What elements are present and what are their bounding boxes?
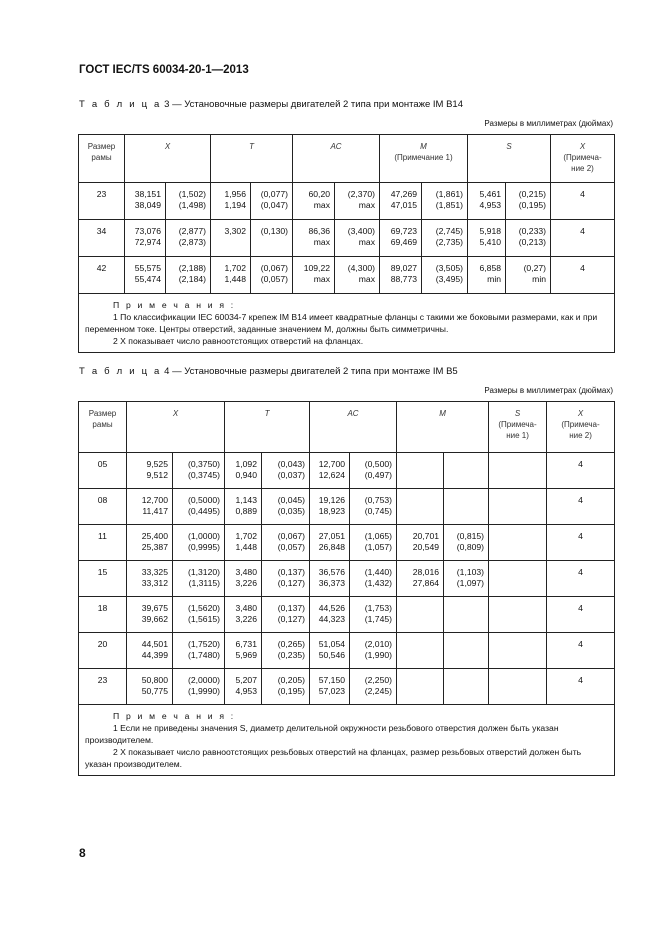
- s-cell: [489, 597, 547, 633]
- frame-size-cell: 11: [79, 525, 127, 561]
- ac-inch-cell: (1,065) (1,057): [350, 525, 397, 561]
- header-x-count: X (Примеча- ние 2): [547, 402, 615, 453]
- frame-size-cell: 20: [79, 633, 127, 669]
- ac-mm-cell: 12,700 12,624: [310, 453, 350, 489]
- t-mm-cell: 1,092 0,940: [225, 453, 262, 489]
- table-row: [79, 561, 615, 597]
- frame-size-cell: 23: [79, 183, 125, 220]
- t-mm-cell: 1,956 1,194: [211, 183, 251, 220]
- x-mm-cell: 12,700 11,417: [127, 489, 173, 525]
- m-mm-cell: [397, 597, 444, 633]
- header-s: S: [468, 135, 551, 183]
- t-inch-cell: (0,137) (0,127): [262, 561, 310, 597]
- document-header: ГОСТ IEC/TS 60034-20-1—2013: [79, 64, 249, 76]
- x-inch-cell: (1,0000) (0,9995): [173, 525, 225, 561]
- m-mm-cell: 89,027 88,773: [380, 257, 422, 294]
- m-inch-cell: (2,745) (2,735): [422, 220, 468, 257]
- header-s: S (Примеча- ние 1): [489, 402, 547, 453]
- x-inch-cell: (2,0000) (1,9990): [173, 669, 225, 705]
- x-mm-cell: 55,575 55,474: [125, 257, 166, 294]
- table-row: [79, 525, 615, 561]
- s-inch-cell: (0,233) (0,213): [506, 220, 551, 257]
- t-mm-cell: 3,302: [211, 220, 251, 257]
- notes-title: П р и м е ч а н и я :: [113, 711, 236, 721]
- x-inch-cell: (2,877) (2,873): [166, 220, 211, 257]
- ac-inch-cell: (3,400) max: [335, 220, 380, 257]
- header-m: M (Примечание 1): [380, 135, 468, 183]
- x-mm-cell: 33,325 33,312: [127, 561, 173, 597]
- x-mm-cell: 9,525 9,512: [127, 453, 173, 489]
- m-mm-cell: [397, 669, 444, 705]
- m-inch-cell: (1,103) (1,097): [444, 561, 489, 597]
- notes-row: [79, 294, 615, 353]
- header-x: X: [125, 135, 211, 183]
- s-mm-cell: 5,461 4,953: [468, 183, 506, 220]
- frame-size-cell: 15: [79, 561, 127, 597]
- x-mm-cell: 73,076 72,974: [125, 220, 166, 257]
- t-inch-cell: (0,265) (0,235): [262, 633, 310, 669]
- table4-units: Размеры в миллиметрах (дюймах): [484, 386, 613, 395]
- m-inch-cell: [444, 489, 489, 525]
- frame-size-cell: 08: [79, 489, 127, 525]
- x-inch-cell: (1,7520) (1,7480): [173, 633, 225, 669]
- x-inch-cell: (0,5000) (0,4495): [173, 489, 225, 525]
- s-inch-cell: (0,215) (0,195): [506, 183, 551, 220]
- x-count-cell: 4: [551, 183, 615, 220]
- x-count-cell: 4: [547, 633, 615, 669]
- table-row: [79, 597, 615, 633]
- table4-caption-label: Т а б л и ц а: [79, 366, 162, 377]
- s-cell: [489, 669, 547, 705]
- table-row: [79, 489, 615, 525]
- header-x: X: [127, 402, 225, 453]
- ac-mm-cell: 86,36 max: [293, 220, 335, 257]
- x-inch-cell: (2,188) (2,184): [166, 257, 211, 294]
- frame-size-cell: 42: [79, 257, 125, 294]
- m-inch-cell: [444, 597, 489, 633]
- t-mm-cell: 3,480 3,226: [225, 561, 262, 597]
- table3-caption-text: 3 — Установочные размеры двигателей 2 типа при монтаже IM B14: [161, 99, 463, 110]
- table3-units: Размеры в миллиметрах (дюймах): [484, 119, 613, 128]
- note-item: 1 По классификации IEC 60034-7 крепеж IM B14 имеет квадратные фланцы с такими же боковыми размерами, как и при переменном токе. Центры отверстий, заданные значением M, должны быть симметричны.: [85, 312, 598, 334]
- header-frame: Размер рамы: [79, 402, 127, 453]
- x-count-cell: 4: [551, 257, 615, 294]
- ac-inch-cell: (2,370) max: [335, 183, 380, 220]
- notes-row: [79, 705, 615, 776]
- t-inch-cell: (0,045) (0,035): [262, 489, 310, 525]
- x-count-cell: 4: [547, 669, 615, 705]
- m-mm-cell: 20,701 20,549: [397, 525, 444, 561]
- x-count-cell: 4: [547, 525, 615, 561]
- m-inch-cell: [444, 453, 489, 489]
- table-row: [79, 669, 615, 705]
- t-mm-cell: 3,480 3,226: [225, 597, 262, 633]
- m-mm-cell: [397, 489, 444, 525]
- t-mm-cell: 6,731 5,969: [225, 633, 262, 669]
- ac-inch-cell: (1,440) (1,432): [350, 561, 397, 597]
- table4-body: [79, 402, 615, 776]
- m-inch-cell: [444, 669, 489, 705]
- m-inch-cell: (3,505) (3,495): [422, 257, 468, 294]
- x-mm-cell: 38,151 38,049: [125, 183, 166, 220]
- header-t: T: [225, 402, 310, 453]
- s-cell: [489, 489, 547, 525]
- ac-mm-cell: 57,150 57,023: [310, 669, 350, 705]
- table3-header-row: [79, 135, 615, 183]
- note-item: 1 Если не приведены значения S, диаметр делительной окружности резьбового отверстия должен быть указан производителем.: [85, 723, 559, 745]
- ac-inch-cell: (0,753) (0,745): [350, 489, 397, 525]
- header-ac: AC: [293, 135, 380, 183]
- m-mm-cell: 69,723 69,469: [380, 220, 422, 257]
- x-count-cell: 4: [551, 220, 615, 257]
- x-inch-cell: (1,5620) (1,5615): [173, 597, 225, 633]
- header-m: M: [397, 402, 489, 453]
- note-item: 2 X показывает число равноотстоящих резьбовых отверстий на фланцах, размер резьбовых отверстий должен быть указан производителем.: [85, 747, 582, 769]
- x-count-cell: 4: [547, 597, 615, 633]
- table4-caption-text: 4 — Установочные размеры двигателей 2 типа при монтаже IM B5: [161, 366, 458, 377]
- t-inch-cell: (0,067) (0,057): [262, 525, 310, 561]
- table4-caption: [79, 366, 458, 377]
- ac-inch-cell: (2,010) (1,990): [350, 633, 397, 669]
- t-mm-cell: 1,143 0,889: [225, 489, 262, 525]
- x-mm-cell: 25,400 25,387: [127, 525, 173, 561]
- table-row: [79, 183, 615, 220]
- ac-inch-cell: (1,753) (1,745): [350, 597, 397, 633]
- x-count-cell: 4: [547, 489, 615, 525]
- m-inch-cell: (0,815) (0,809): [444, 525, 489, 561]
- s-cell: [489, 633, 547, 669]
- ac-mm-cell: 44,526 44,323: [310, 597, 350, 633]
- ac-mm-cell: 27,051 26,848: [310, 525, 350, 561]
- notes-title: П р и м е ч а н и я :: [113, 300, 236, 310]
- table3: [78, 134, 615, 353]
- ac-mm-cell: 19,126 18,923: [310, 489, 350, 525]
- frame-size-cell: 23: [79, 669, 127, 705]
- t-inch-cell: (0,067) (0,057): [251, 257, 293, 294]
- t-mm-cell: 5,207 4,953: [225, 669, 262, 705]
- header-frame: Размер рамы: [79, 135, 125, 183]
- x-count-cell: 4: [547, 453, 615, 489]
- t-inch-cell: (0,077) (0,047): [251, 183, 293, 220]
- t-inch-cell: (0,205) (0,195): [262, 669, 310, 705]
- table3-caption: [79, 99, 463, 110]
- m-mm-cell: 28,016 27,864: [397, 561, 444, 597]
- table-notes: [79, 705, 615, 776]
- t-mm-cell: 1,702 1,448: [225, 525, 262, 561]
- page-number: 8: [79, 846, 86, 860]
- t-inch-cell: (0,137) (0,127): [262, 597, 310, 633]
- ac-mm-cell: 109,22 max: [293, 257, 335, 294]
- table4-header-row: [79, 402, 615, 453]
- x-inch-cell: (0,3750) (0,3745): [173, 453, 225, 489]
- s-cell: [489, 525, 547, 561]
- table3-caption-label: Т а б л и ц а: [79, 99, 162, 110]
- s-cell: [489, 453, 547, 489]
- x-count-cell: 4: [547, 561, 615, 597]
- table-row: [79, 220, 615, 257]
- s-mm-cell: 6,858 min: [468, 257, 506, 294]
- x-mm-cell: 39,675 39,662: [127, 597, 173, 633]
- x-mm-cell: 44,501 44,399: [127, 633, 173, 669]
- ac-mm-cell: 36,576 36,373: [310, 561, 350, 597]
- x-inch-cell: (1,3120) (1,3115): [173, 561, 225, 597]
- header-t: T: [211, 135, 293, 183]
- s-mm-cell: 5,918 5,410: [468, 220, 506, 257]
- ac-inch-cell: (4,300) max: [335, 257, 380, 294]
- m-inch-cell: [444, 633, 489, 669]
- table-notes: [79, 294, 615, 353]
- frame-size-cell: 34: [79, 220, 125, 257]
- x-inch-cell: (1,502) (1,498): [166, 183, 211, 220]
- frame-size-cell: 05: [79, 453, 127, 489]
- s-cell: [489, 561, 547, 597]
- ac-inch-cell: (2,250) (2,245): [350, 669, 397, 705]
- m-mm-cell: [397, 633, 444, 669]
- t-inch-cell: (0,043) (0,037): [262, 453, 310, 489]
- s-inch-cell: (0,27) min: [506, 257, 551, 294]
- table-row: [79, 257, 615, 294]
- ac-mm-cell: 51,054 50,546: [310, 633, 350, 669]
- m-inch-cell: (1,861) (1,851): [422, 183, 468, 220]
- header-ac: AC: [310, 402, 397, 453]
- header-x-count: X (Примеча- ние 2): [551, 135, 615, 183]
- frame-size-cell: 18: [79, 597, 127, 633]
- table-row: [79, 453, 615, 489]
- table3-body: [79, 135, 615, 353]
- x-mm-cell: 50,800 50,775: [127, 669, 173, 705]
- table-row: [79, 633, 615, 669]
- ac-inch-cell: (0,500) (0,497): [350, 453, 397, 489]
- note-item: 2 X показывает число равноотстоящих отверстий на фланцах.: [113, 336, 364, 346]
- ac-mm-cell: 60,20 max: [293, 183, 335, 220]
- t-inch-cell: (0,130): [251, 220, 293, 257]
- table4: [78, 401, 615, 776]
- m-mm-cell: [397, 453, 444, 489]
- m-mm-cell: 47,269 47,015: [380, 183, 422, 220]
- t-mm-cell: 1,702 1,448: [211, 257, 251, 294]
